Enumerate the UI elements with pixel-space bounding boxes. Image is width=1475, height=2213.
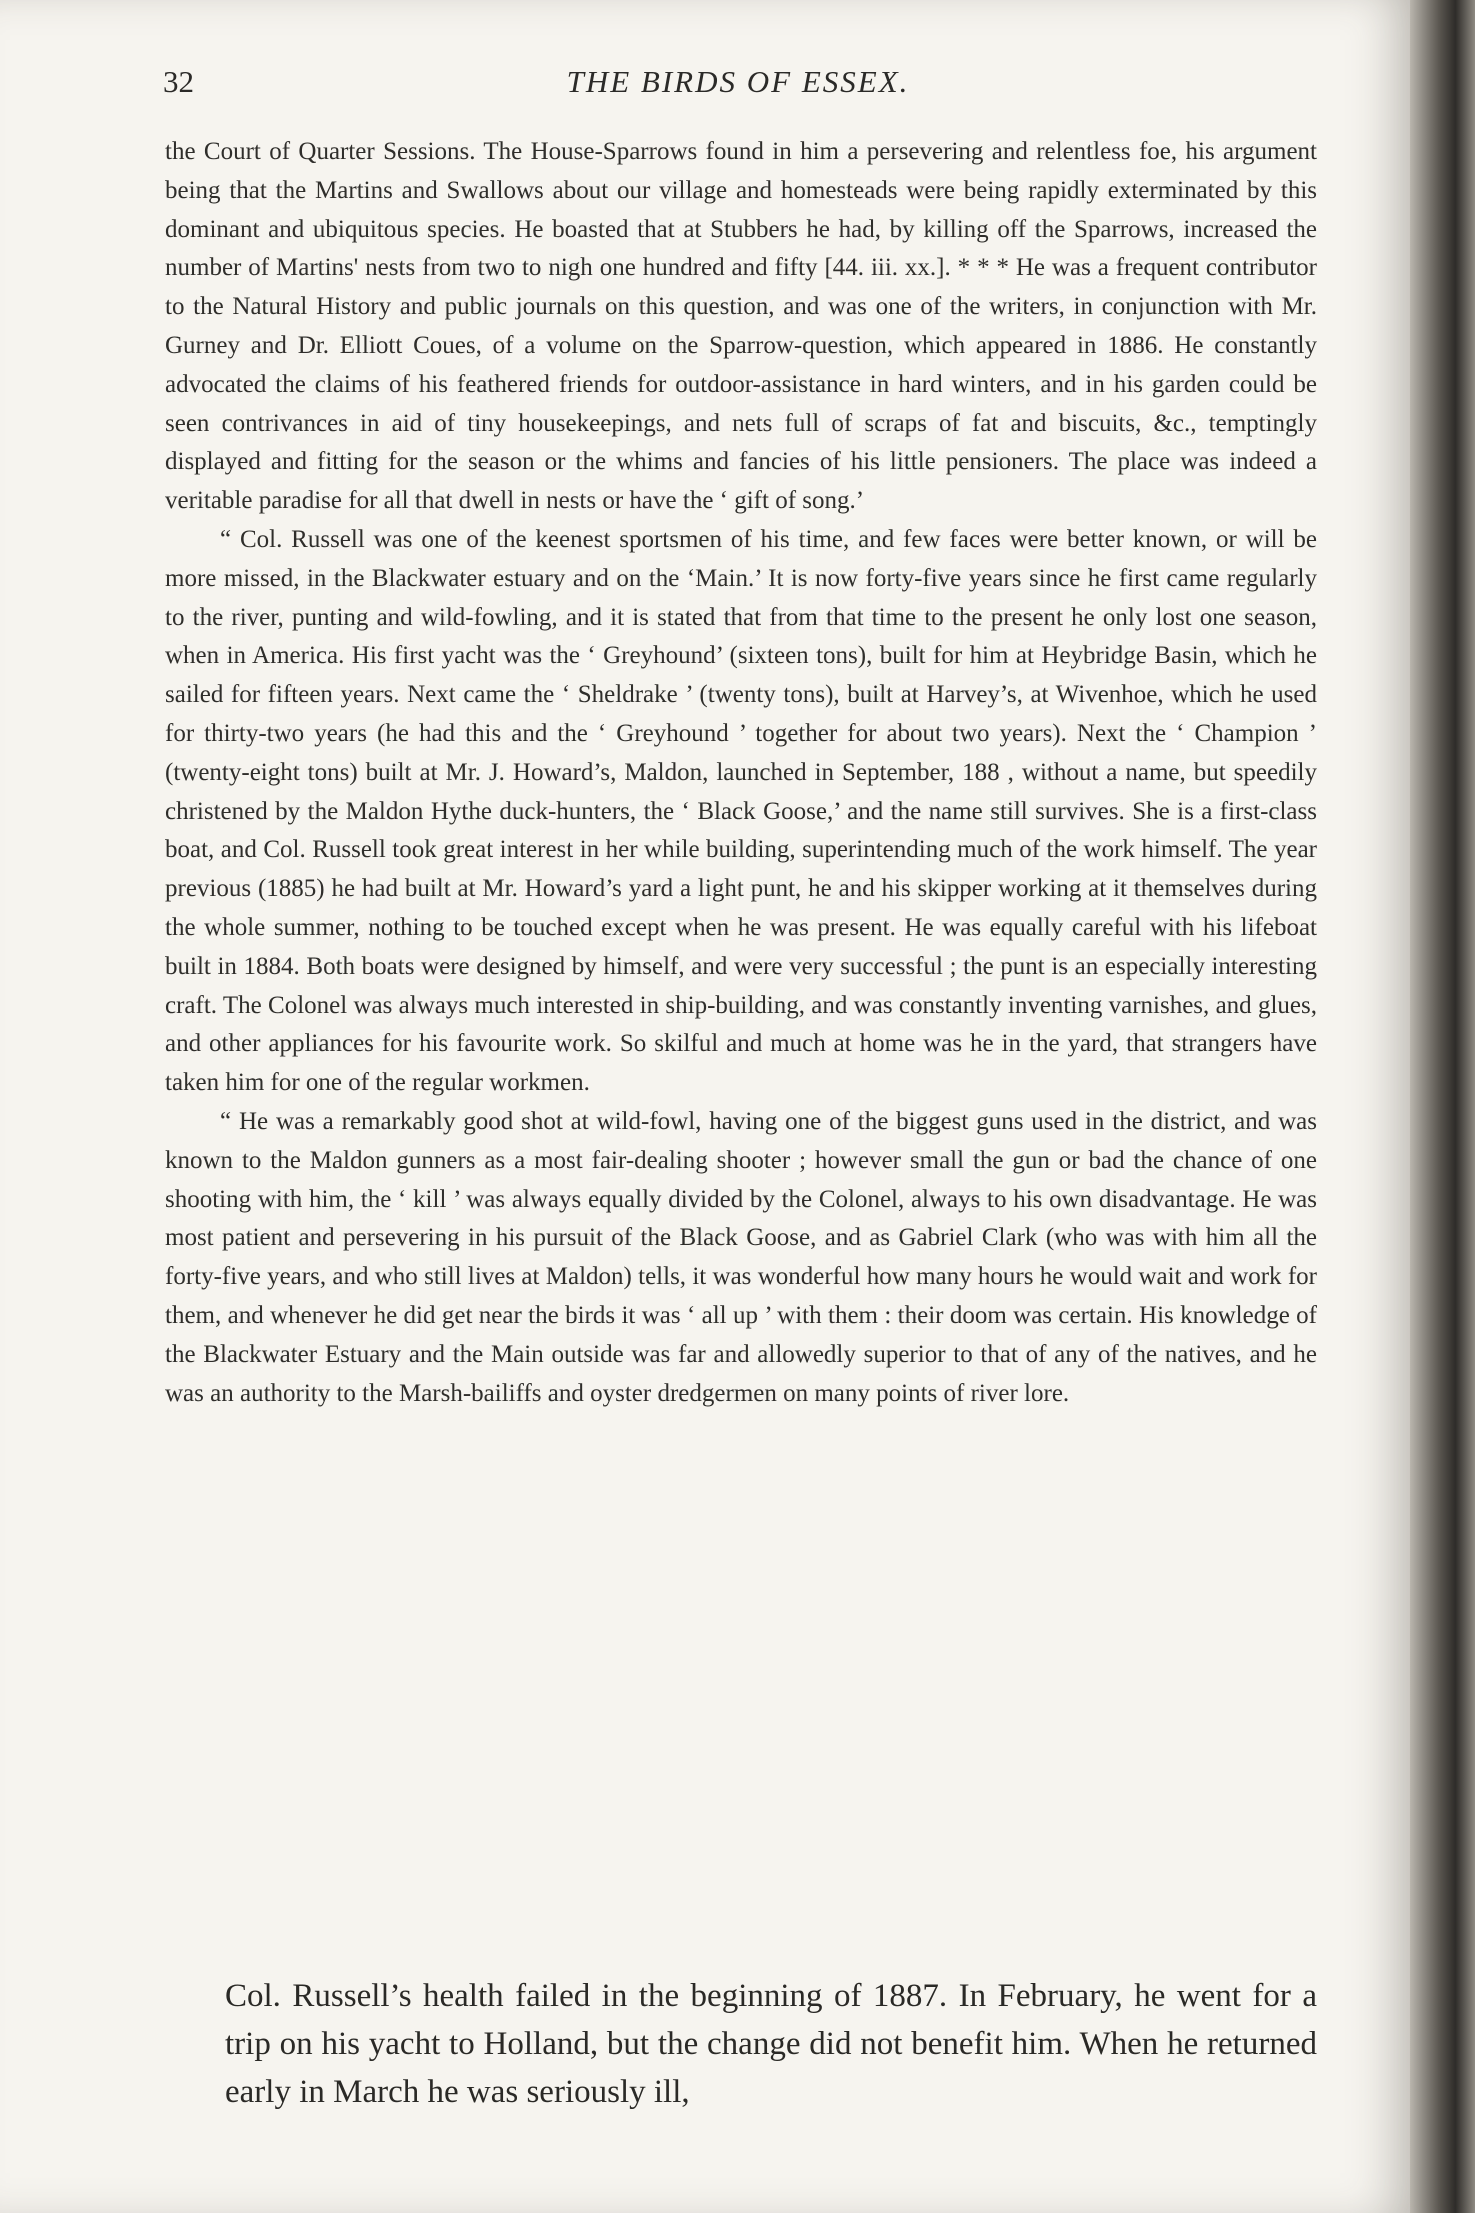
paragraph-wildfowl-shot: “ He was a remarkably good shot at wild-fowl, having one of the biggest guns used in the district, and was known to the Maldon gunners as a most fair-dealing shooter ; however small the gun or bad the chance of one shooting with him, the ‘ kill ’ was always equally divided by the Colonel, always to his own disadvantage. He was most patient and persevering in his pursuit of the Black Goose, and as Gabriel Clark (who was with him all the forty-five years, and who still lives at Maldon) tells, it was wonderful how many hours he would wait and work for them, and whenever he did get near the birds it was ‘ all up ’ with them : their doom was certain. His knowledge of the Blackwater Estuary and the Main outside was far and allowedly superior to that of any of the natives, and he was an authority to the Marsh-bailiffs and oyster dredgermen on many points of river lore. <box>165 1107 1317 1407</box>
main-text <box>225 1972 1317 2116</box>
page-header <box>163 64 1313 114</box>
book-spine-shadow <box>1410 0 1475 2213</box>
quoted-obituary-text <box>165 133 1317 1413</box>
paragraph-sportsman: “ Col. Russell was one of the keenest sportsmen of his time, and few faces were better known, or will be more missed, in the Blackwater estuary and on the ‘Main.’ It is now forty-five years since he first came regularly to the river, punting and wild-fowling, and it is stated that from that time to the present he only lost one season, when in America. His first yacht was the ‘ Greyhound’ (sixteen tons), built for him at Heybridge Basin, which he sailed for fifteen years. Next came the ‘ Sheldrake ’ (twenty tons), built at Harvey’s, at Wivenhoe, which he used for thirty-two years (he had this and the ‘ Greyhound ’ together for about two years). Next the ‘ Champion ’ (twenty-eight tons) built at Mr. J. Howard’s, Maldon, launched in September, 188 , without a name, but speedily christened by the Maldon Hythe duck-hunters, the ‘ Black Goose,’ and the name still survives. She is a first-class boat, and Col. Russell took great interest in her while building, superintending much of the work himself. The year previous (1885) he had built at Mr. Howard’s yard a light punt, he and his skipper working at it themselves during the whole summer, nothing to be touched except when he was present. He was equally careful with his lifeboat built in 1884. Both boats were designed by himself, and were very successful ; the punt is an especially interesting craft. The Colonel was always much interested in ship-building, and was constantly inventing varnishes, and glues, and other appliances for his favourite work. So skilful and much at home was he in the yard, that strangers have taken him for one of the regular workmen. <box>165 525 1317 1097</box>
page-number: 32 <box>163 64 194 99</box>
paragraph-health-failed: Col. Russell’s health failed in the beginning of 1887. In February, he went for a trip on his yacht to Holland, but the change did not benefit him. When he returned early in March he was seriously ill, <box>225 1978 1317 2110</box>
running-title: THE BIRDS OF ESSEX. <box>566 64 910 99</box>
paragraph-sparrows: the Court of Quarter Sessions. The House-Sparrows found in him a persevering and relentless foe, his argument being that the Martins and Swallows about our village and homesteads were being rapidly exterminated by this dominant and ubiquitous species. He boasted that at Stubbers he had, by killing off the Sparrows, increased the number of Martins' nests from two to nigh one hundred and fifty [44. iii. xx.]. * * * He was a frequent contributor to the Natural History and public journals on this question, and was one of the writers, in conjunction with Mr. Gurney and Dr. Elliott Coues, of a volume on the Sparrow-question, which appeared in 1886. He constantly advocated the claims of his feathered friends for outdoor-assistance in hard winters, and in his garden could be seen contrivances in aid of tiny housekeepings, and nets full of scraps of fat and biscuits, &c., temptingly displayed and fitting for the season or the whims and fancies of his little pensioners. The place was indeed a veritable paradise for all that dwell in nests or have the ‘ gift of song.’ <box>165 138 1317 515</box>
